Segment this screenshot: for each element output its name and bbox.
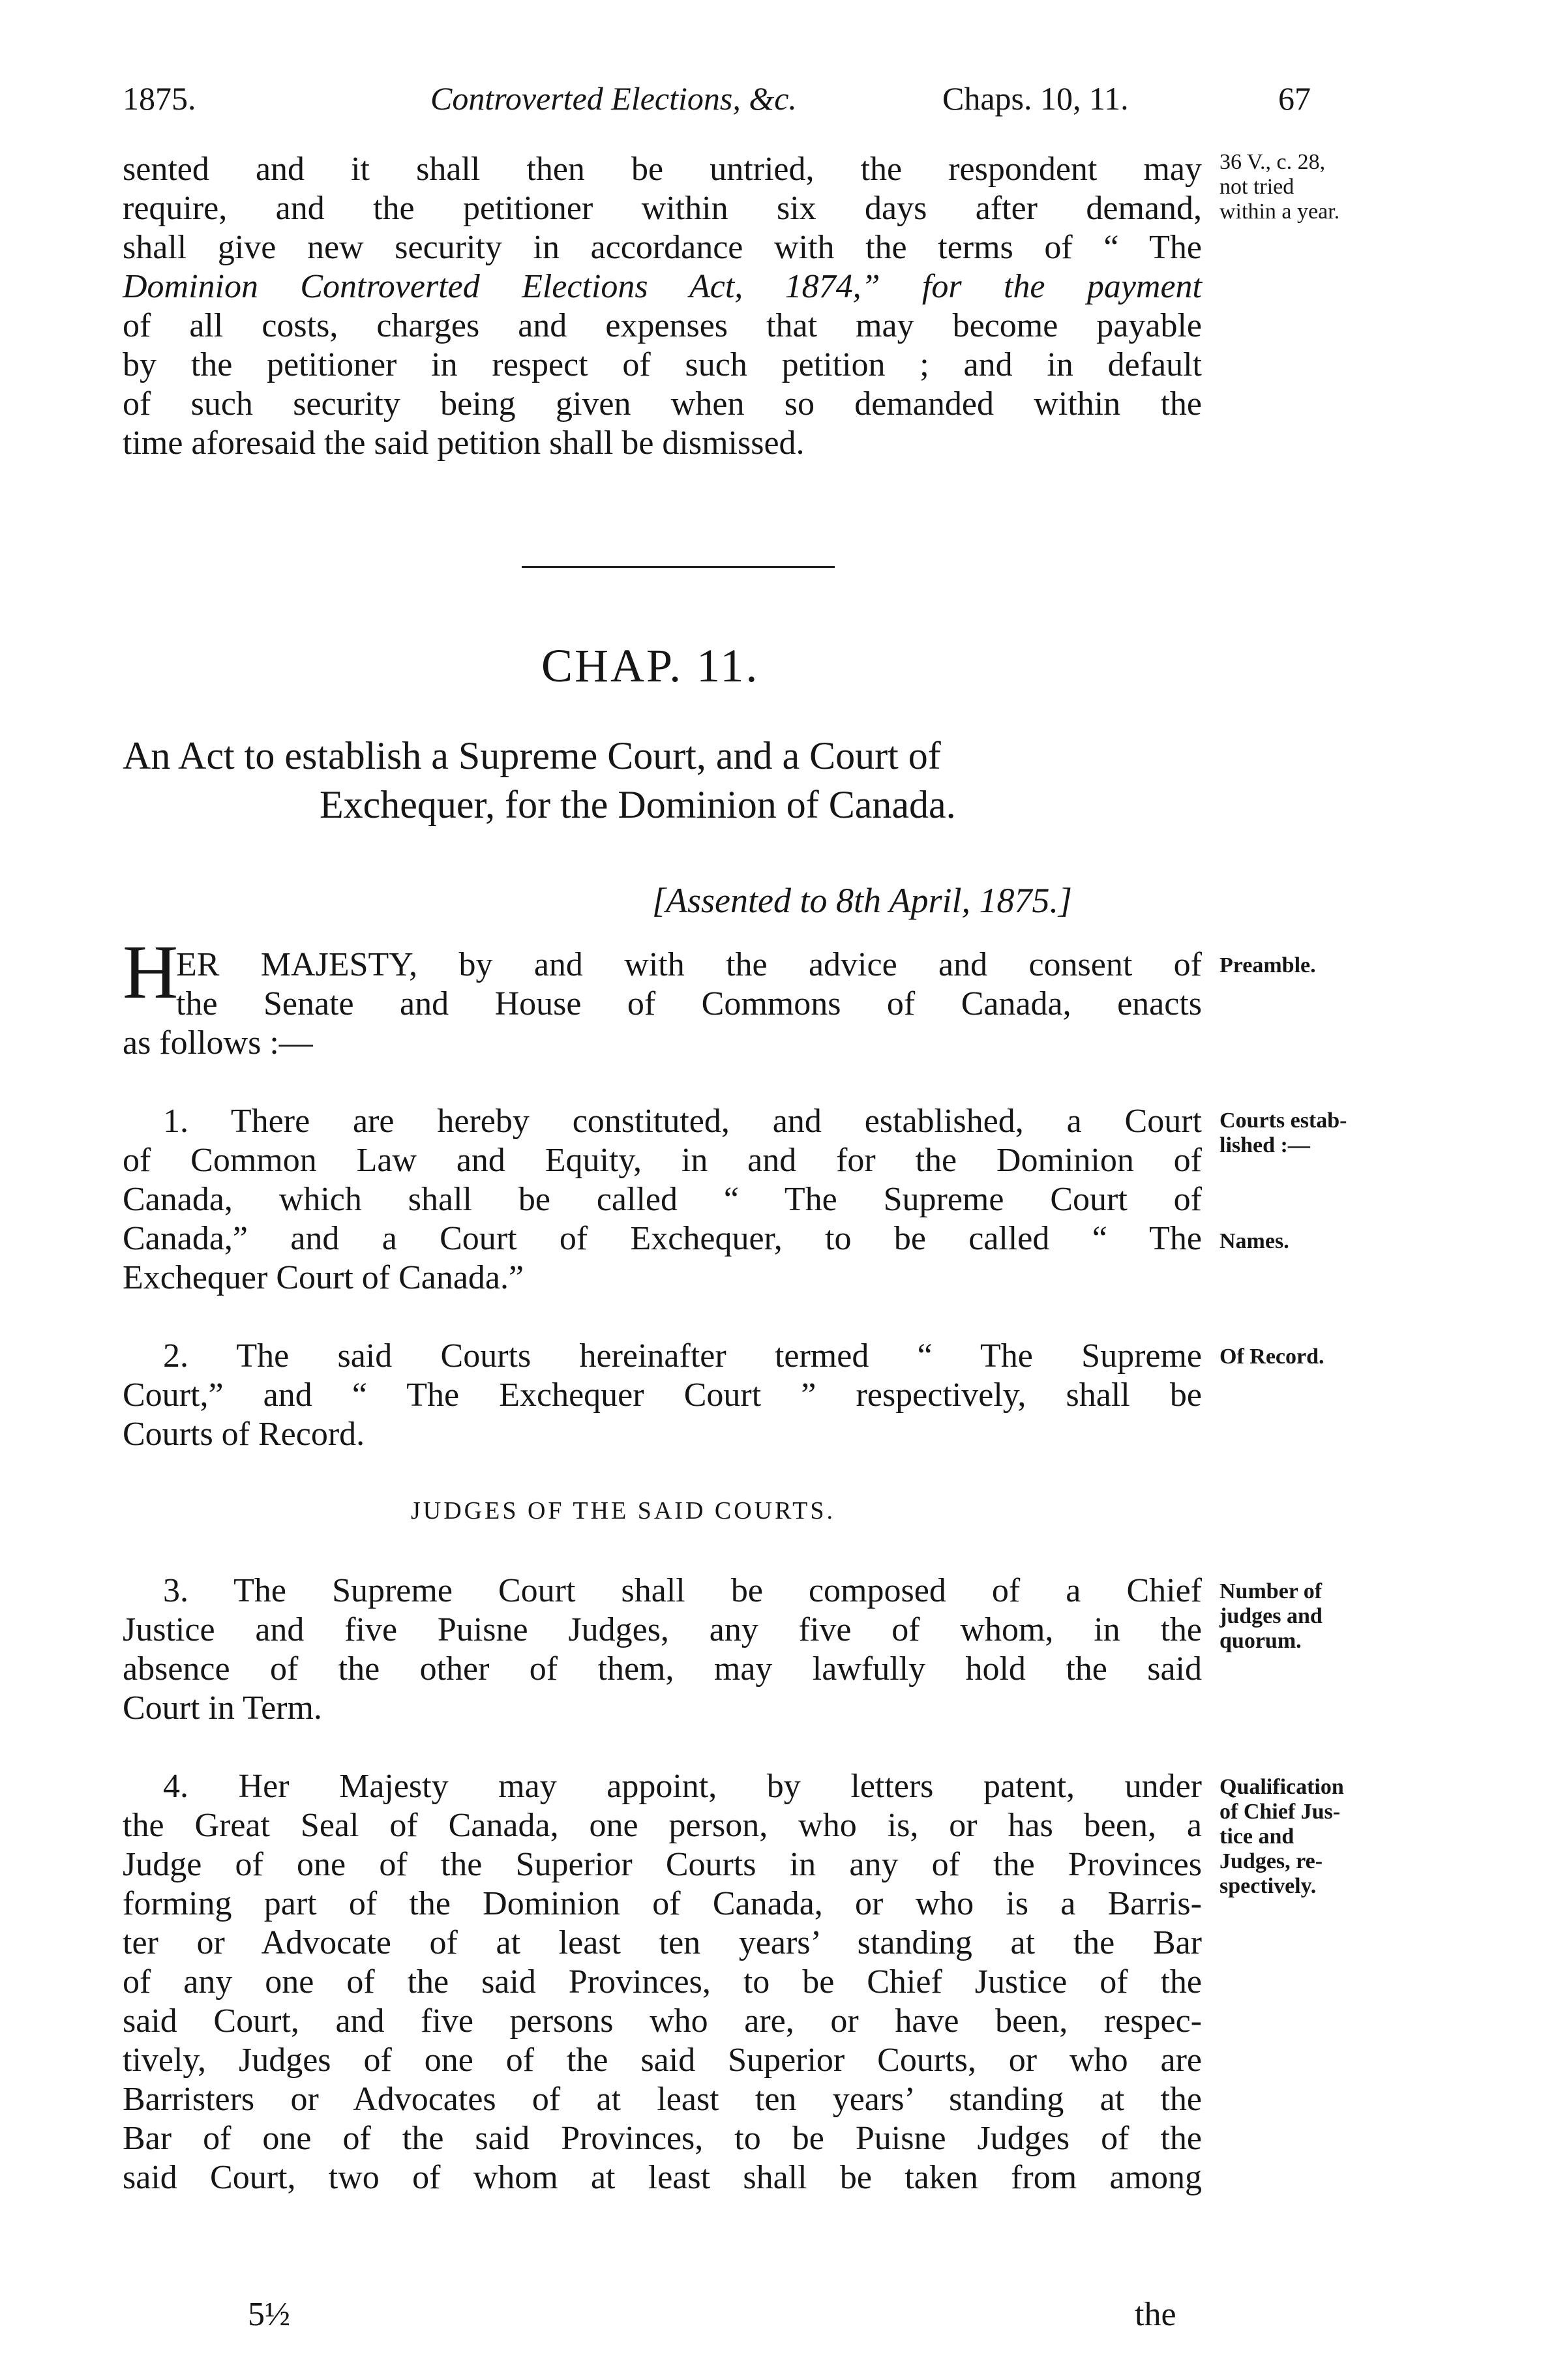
section-4-line: of any one of the said Provinces, to be Chief Justice of the [123,1963,1202,2001]
margin-note: Courts estab- [1219,1108,1347,1133]
drop-cap: H [123,929,179,1015]
margin-note: within a year. [1219,200,1340,224]
preamble-line: as follows :— [123,1024,313,1062]
prev-act-line: by the petitioner in respect of such petition ; and in default [123,346,1202,383]
section-4-line: said Court, and five persons who are, or have been, respec- [123,2002,1202,2040]
section-3-line: absence of the other of them, may lawfully hold the said [123,1650,1202,1688]
margin-note: 36 V., c. 28, [1219,150,1326,174]
section-4-line: Barristers or Advocates of at least ten years’ standing at the [123,2081,1202,2118]
page-number: 67 [1278,80,1311,117]
prev-act-line: Dominion Controverted Elections Act, 1874,” for the payment [123,268,1202,305]
section-4-line: ter or Advocate of at least ten years’ standing at the Bar [123,1924,1202,1961]
running-head-title: Controverted Elections, &c. [430,80,797,117]
margin-note: judges and [1219,1604,1323,1628]
section-1-line: 1. There are hereby constituted, and established, a Court [163,1103,1202,1140]
section-4-line: Judge of one of the Superior Courts in any of the Provinces [123,1846,1202,1883]
section-4-line: the Great Seal of Canada, one person, who is, or has been, a [123,1807,1202,1844]
section-1-line: Canada, which shall be called “ The Supreme Court of [123,1181,1202,1218]
prev-act-line: of all costs, charges and expenses that may become payable [123,307,1202,344]
chapter-heading: CHAP. 11. [541,640,760,692]
margin-note: Judges, re- [1219,1849,1323,1873]
prev-act-line: time aforesaid the said petition shall be dismissed. [123,424,805,462]
section-3-line: Court in Term. [123,1689,322,1727]
margin-note: lished :— [1219,1133,1310,1157]
preamble-line: ER MAJESTY, by and with the advice and consent of [176,946,1202,983]
margin-note: Of Record. [1219,1345,1324,1369]
margin-note: quorum. [1219,1629,1302,1653]
signature-mark: 5½ [248,2296,290,2333]
margin-note: Preamble. [1219,953,1316,977]
margin-note: Names. [1219,1229,1289,1253]
section-heading: JUDGES OF THE SAID COURTS. [411,1497,836,1525]
margin-note: spectively. [1219,1874,1317,1898]
catchword: the [1135,2296,1176,2333]
running-head-year: 1875. [123,80,196,117]
margin-note: of Chief Jus- [1219,1800,1341,1824]
margin-note: not tried [1219,175,1294,199]
section-2-line: 2. The said Courts hereinafter termed “ The Supreme [163,1337,1202,1375]
section-1-line: of Common Law and Equity, in and for the Dominion of [123,1142,1202,1179]
section-4-line: said Court, two of whom at least shall be taken from among [123,2159,1202,2196]
section-4-line: Bar of one of the said Provinces, to be Puisne Judges of the [123,2120,1202,2157]
section-3-line: Justice and five Puisne Judges, any five of whom, in the [123,1611,1202,1648]
running-head-chapters: Chaps. 10, 11. [942,80,1129,117]
section-1-line: Exchequer Court of Canada.” [123,1259,524,1296]
margin-note: Number of [1219,1579,1323,1603]
prev-act-line: shall give new security in accordance with the terms of “ The [123,229,1202,266]
act-title-line: An Act to establish a Supreme Court, and a Court of [123,734,941,777]
margin-note: Qualification [1219,1775,1344,1799]
act-title-line: Exchequer, for the Dominion of Canada. [320,783,956,826]
section-4-line: forming part of the Dominion of Canada, or who is a Barris- [123,1885,1202,1922]
section-4-line: tively, Judges of one of the said Superior Courts, or who are [123,2042,1202,2079]
section-3-line: 3. The Supreme Court shall be composed of a Chief [163,1572,1202,1609]
preamble-line: the Senate and House of Commons of Canada, enacts [176,985,1202,1022]
section-2-line: Court,” and “ The Exchequer Court ” respectively, shall be [123,1376,1202,1414]
prev-act-line: sented and it shall then be untried, the respondent may [123,151,1202,188]
section-divider [522,566,835,568]
prev-act-line: of such security being given when so demanded within the [123,385,1202,423]
section-1-line: Canada,” and a Court of Exchequer, to be called “ The [123,1220,1202,1257]
prev-act-line: require, and the petitioner within six days after demand, [123,190,1202,227]
section-4-line: 4. Her Majesty may appoint, by letters patent, under [163,1768,1202,1805]
margin-note: tice and [1219,1824,1294,1849]
section-2-line: Courts of Record. [123,1416,365,1453]
assent-date: [Assented to 8th April, 1875.] [652,881,1073,920]
